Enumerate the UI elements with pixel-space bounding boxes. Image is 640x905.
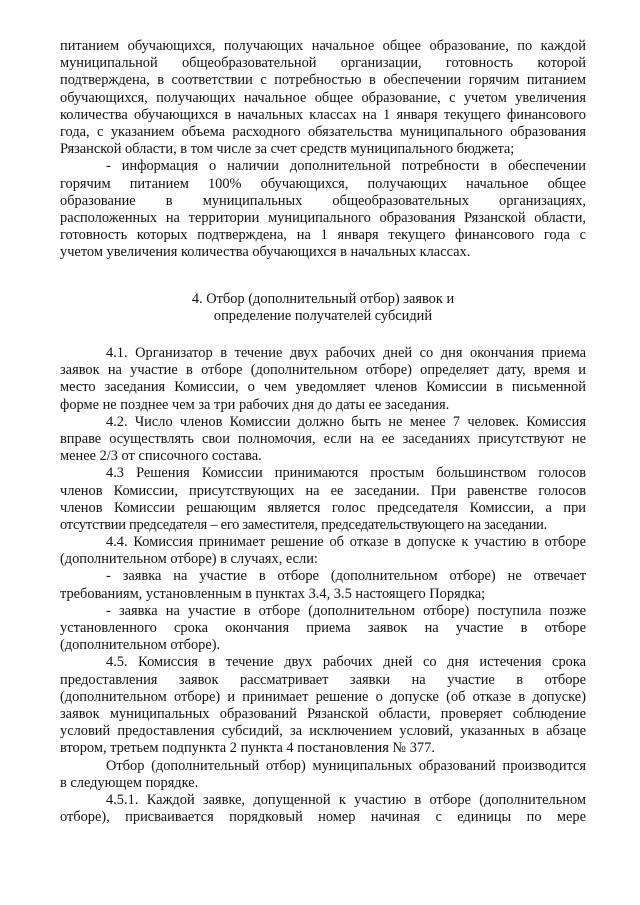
text-line: требованиям, установленным в пунктах 3.4, 3.5 настоящего Порядка;	[60, 585, 486, 602]
text-line: 4.5.1. Каждой заявке, допущенной к участию в отборе (дополнительном	[106, 791, 586, 808]
text-line: (дополнительном отборе) в случаях, если:	[60, 551, 318, 568]
text-line: 4.3 Решения Комиссии принимаются простым большинством голосов	[106, 465, 586, 482]
text-line: образование в муниципальных общеобразовательных организациях,	[60, 192, 586, 209]
text-line: заявок муниципальных образований Рязанской области, проверяет соблюдение	[60, 705, 586, 722]
text-line: количества обучающихся в начальных классах на 1 января текущего финансового	[60, 106, 586, 123]
text-line: отборе), присваивается порядковый номер начиная с единицы по мере	[60, 809, 586, 826]
top-paragraphs	[60, 38, 586, 261]
text-line: года, с указанием объема расходного обязательства муниципального образования	[60, 123, 586, 140]
text-line: членов Комиссии, присутствующих на ее заседании. При равенстве голосов	[60, 482, 586, 499]
text-line: 4.2. Число членов Комиссии должно быть не менее 7 человек. Комиссия	[106, 413, 586, 430]
text-line: учетом увеличения количества обучающихся в начальных классах.	[60, 244, 471, 261]
text-line: (дополнительном отборе) и принимает решение о допуске (об отказе в допуске)	[60, 688, 586, 705]
text-line: подтверждена, в соответствии с потребностью в обеспечении горячим питанием	[60, 72, 586, 89]
text-line: обучающихся, получающих начальное общее образование, с учетом увеличения	[60, 89, 586, 106]
text-line: предоставления заявок рассматривает заявки на участие в отборе	[60, 671, 586, 688]
text-line: вправе осуществлять свои полномочия, если на ее заседаниях присутствуют не	[60, 430, 586, 447]
text-line: установленного срока окончания приема заявок на участие в отборе	[60, 620, 586, 636]
text-line: Рязанской области, в том числе за счет средств муниципального бюджета;	[60, 141, 515, 158]
text-line: муниципальной общеобразовательной организации, готовность которой	[60, 55, 586, 72]
text-line: горячим питанием 100% обучающихся, получающих начальное общее	[60, 175, 586, 192]
text-line: 4.1. Организатор в течение двух рабочих дней со дня окончания приема	[106, 345, 586, 361]
text-line: втором, третьем подпункта 2 пункта 4 постановления № 377.	[60, 740, 435, 757]
text-line: готовность которых подтверждена, на 1 января текущего финансового года с	[60, 227, 586, 244]
text-line: место заседания Комиссии, о чем уведомляет членов Комиссии в письменной	[60, 379, 586, 396]
text-line: форме не позднее чем за три рабочих дня до даты ее заседания.	[60, 396, 450, 413]
main-paragraphs	[60, 345, 586, 826]
text-line: (дополнительном отборе).	[60, 637, 221, 654]
text-line: условий предоставления субсидий, за исключением условий, указанных в абзаце	[60, 723, 586, 740]
text-line: - заявка на участие в отборе (дополнительном отборе) не отвечает	[106, 568, 586, 585]
section-title-line-1: 4. Отбор (дополнительный отбор) заявок и	[191, 291, 455, 307]
text-line: Отбор (дополнительный отбор) муниципальных образований производится	[106, 757, 586, 774]
text-line: заявок на участие в отборе (дополнительном отборе) определяет дату, время и	[60, 362, 586, 379]
text-line: отсутствии председателя – его заместителя, председательствующего на заседании.	[60, 516, 547, 533]
text-line: менее 2/3 от списочного состава.	[60, 448, 262, 465]
section-title-line-2: определение получателей субсидий	[213, 308, 433, 325]
text-line: - информация о наличии дополнительной потребности в обеспечении	[106, 158, 586, 175]
text-line: в следующем порядке.	[60, 774, 199, 791]
text-line: расположенных на территории муниципального образования Рязанской области,	[60, 209, 586, 226]
text-line: 4.5. Комиссия в течение двух рабочих дней со дня истечения срока	[106, 654, 586, 671]
text-line: членов Комиссии решающим является голос председателя Комиссии, а при	[60, 499, 586, 516]
text-line: - заявка на участие в отборе (дополнительном отборе) поступила позже	[106, 602, 586, 619]
text-line: питанием обучающихся, получающих начальное общее образование, по каждой	[60, 38, 586, 54]
text-line: 4.4. Комиссия принимает решение об отказе в допуске к участию в отборе	[106, 534, 586, 551]
section-heading	[60, 291, 586, 325]
